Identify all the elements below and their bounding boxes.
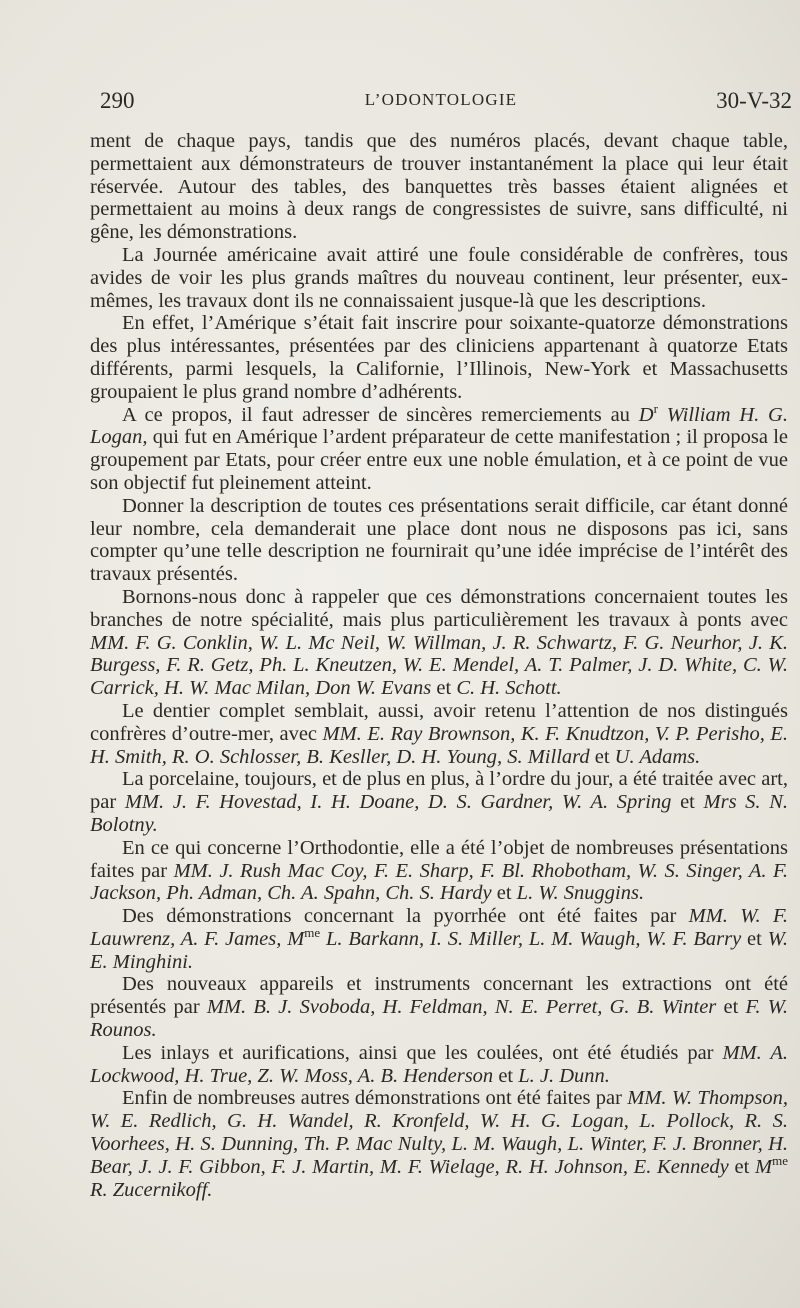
italic-names: MM. A. Lockwood, H. True, Z. W. Moss, A. B. Henderson — [90, 1041, 788, 1087]
italic-names: F. W. Rounos. — [90, 996, 789, 1042]
paragraph-text: Des nouveaux appareils et instruments concernant les extractions ont été présentés par — [90, 973, 788, 1019]
italic-names: W. E. Minghini. — [90, 927, 789, 973]
paragraph-text: En effet, l’Amérique s’était fait inscrire pour soixante-quatorze démonstrations des plus intéressantes, présentées par des cliniciens appartenant à quatorze Etats différents, parmi lesquels, la Californie, l’Illinois, New-York et Massachusetts groupaient le plus grand nombre d’adhérents. — [90, 312, 788, 403]
italic-names: MM. J. Rush Mac Coy, F. E. Sharp, F. Bl. Rhobotham, W. S. Singer, A. F. Jackson, Ph. Adman, Ch. A. Spahn, Ch. S. Hardy — [90, 859, 788, 905]
paragraph-text: et — [728, 1155, 756, 1178]
superscript: r — [653, 400, 658, 416]
paragraph-text: et — [491, 882, 517, 905]
italic-names: L. J. Dunn. — [518, 1064, 610, 1087]
paragraph — [90, 400, 788, 495]
paragraph-text: Le dentier complet semblait, aussi, avoir retenu l’attention de nos distingués confrères d’outre-mer, avec — [90, 699, 788, 745]
paragraph-text: et — [741, 927, 768, 950]
paragraph — [90, 700, 788, 768]
italic-names: Mrs S. N. Bolotny. — [90, 791, 788, 836]
paragraph-text: Donner la description de toutes ces présentations serait difficile, car étant donné leur nombre, cela demanderait une place dont nous ne disposons pas ici, sans compter qu’une telle description ne fournirait qu’une idée imprécise de l’intérêt des travaux présentés. — [90, 494, 788, 586]
paragraph-text: La Journée américaine avait attiré une foule considérable de confrères, tous avides de voir les plus grands maîtres du nouveau continent, leur présenter, eux-mêmes, les travaux dont ils ne connaissaient jusque-là que les descriptions. — [90, 243, 788, 312]
italic-names: R. Zucernikoff. — [90, 1178, 213, 1201]
superscript: me — [772, 1153, 789, 1169]
paragraph-text: ment de chaque pays, tandis que des numéros placés, devant chaque table, permettaient aux démonstrateurs de trouver instantanément la place qui leur était réservée. Autour des tables, des banquettes très basses étaient alignées et permettaient au moins à deux rangs de congressistes de suivre, sans difficulté, ni gêne, les démonstrations. — [90, 130, 788, 244]
italic-names: William H. G. Logan, — [90, 403, 788, 449]
running-header — [90, 88, 792, 118]
italic-names: MM. W. F. Lauwrenz, A. F. James, M — [90, 905, 788, 950]
paragraph — [90, 495, 788, 586]
italic-names: MM. E. Ray Brownson, K. F. Knudtzon, V. P. Perisho, E. H. Smith, R. O. Schlosser, B. Kesller, D. H. Young, S. Millard — [90, 722, 788, 768]
paragraph-text: et — [431, 677, 457, 700]
italic-names: L. W. Snuggins. — [516, 882, 645, 905]
paragraph — [90, 1042, 788, 1088]
paragraph-text: qui fut en Amérique l’ardent préparateur de cette manifestation ; il proposa le groupement par Etats, pour créer entre eux une noble émulation, et à ce point de vue son objectif fut pleinement atteint. — [90, 426, 788, 494]
paragraph-text: Des démonstrations concernant la pyorrhée ont été faites par — [122, 905, 689, 928]
issue-date: 30-V-32 — [716, 88, 792, 113]
journal-title: L’ODONTOLOGIE — [364, 90, 518, 109]
paragraph — [90, 1087, 788, 1201]
paragraph-text: et — [589, 745, 615, 768]
italic-names: MM. W. Thompson, W. E. Redlich, G. H. Wandel, R. Kronfeld, W. H. G. Logan, L. Pollock, R. S. Voorhees, H. S. Dunning, Th. P. Mac Nulty, L. M. Waugh, L. Winter, F. J. Bronner, H. Bear, J. J. F. Gibbon, F. J. Martin, M. F. Wielage, R. H. Johnson, E. Kennedy — [90, 1087, 788, 1178]
paragraph-text: A ce propos, il faut adresser de sincères remerciements au — [122, 403, 639, 426]
italic-names: MM. J. F. Hovestad, I. H. Doane, D. S. Gardner, W. A. Spring — [124, 791, 672, 814]
paragraph — [90, 586, 788, 700]
paragraph-text: et — [716, 996, 746, 1019]
paragraph-text: Les inlays et aurifications, ainsi que les coulées, ont été étudiés par — [122, 1041, 723, 1064]
paragraph — [90, 905, 788, 973]
paragraph — [90, 130, 788, 244]
italic-names: M — [755, 1155, 773, 1178]
paragraph — [90, 244, 788, 312]
paragraph — [90, 312, 788, 403]
italic-names: D — [638, 403, 654, 426]
paragraph-text: et — [671, 791, 704, 814]
italic-names: MM. F. G. Conklin, W. L. Mc Neil, W. Willman, J. R. Schwartz, F. G. Neurhor, J. K. Burgess, F. R. Getz, Ph. L. Kneutzen, W. E. Mendel, A. T. Palmer, J. D. White, C. W. Carrick, H. W. Mac Milan, Don W. Evans — [90, 631, 788, 700]
superscript: me — [304, 925, 321, 941]
italic-names: U. Adams. — [614, 745, 701, 768]
italic-names: C. H. Schott. — [456, 677, 562, 700]
italic-names: L. Barkann, I. S. Miller, L. M. Waugh, W. F. Barry — [320, 927, 742, 950]
paragraph — [90, 768, 788, 836]
paragraph — [90, 837, 788, 905]
paragraph-text: En ce qui concerne l’Orthodontie, elle a été l’objet de nombreuses présentations faites par — [90, 836, 788, 882]
paragraph — [90, 973, 788, 1041]
paragraph-text: La porcelaine, toujours, et de plus en plus, à l’ordre du jour, a été traitée avec art, par — [90, 768, 788, 814]
paragraph-text: et — [493, 1064, 519, 1087]
paragraph-text: Enfin de nombreuses autres démonstrations ont été faites par — [122, 1087, 628, 1110]
page-number: 290 — [100, 88, 135, 113]
article-body — [90, 130, 788, 1201]
italic-names: MM. B. J. Svoboda, H. Feldman, N. E. Perret, G. B. Winter — [206, 996, 717, 1019]
paragraph-text: Bornons-nous donc à rappeler que ces démonstrations concernaient toutes les branches de notre spécialité, mais plus particulièrement les travaux à ponts avec — [90, 585, 788, 631]
